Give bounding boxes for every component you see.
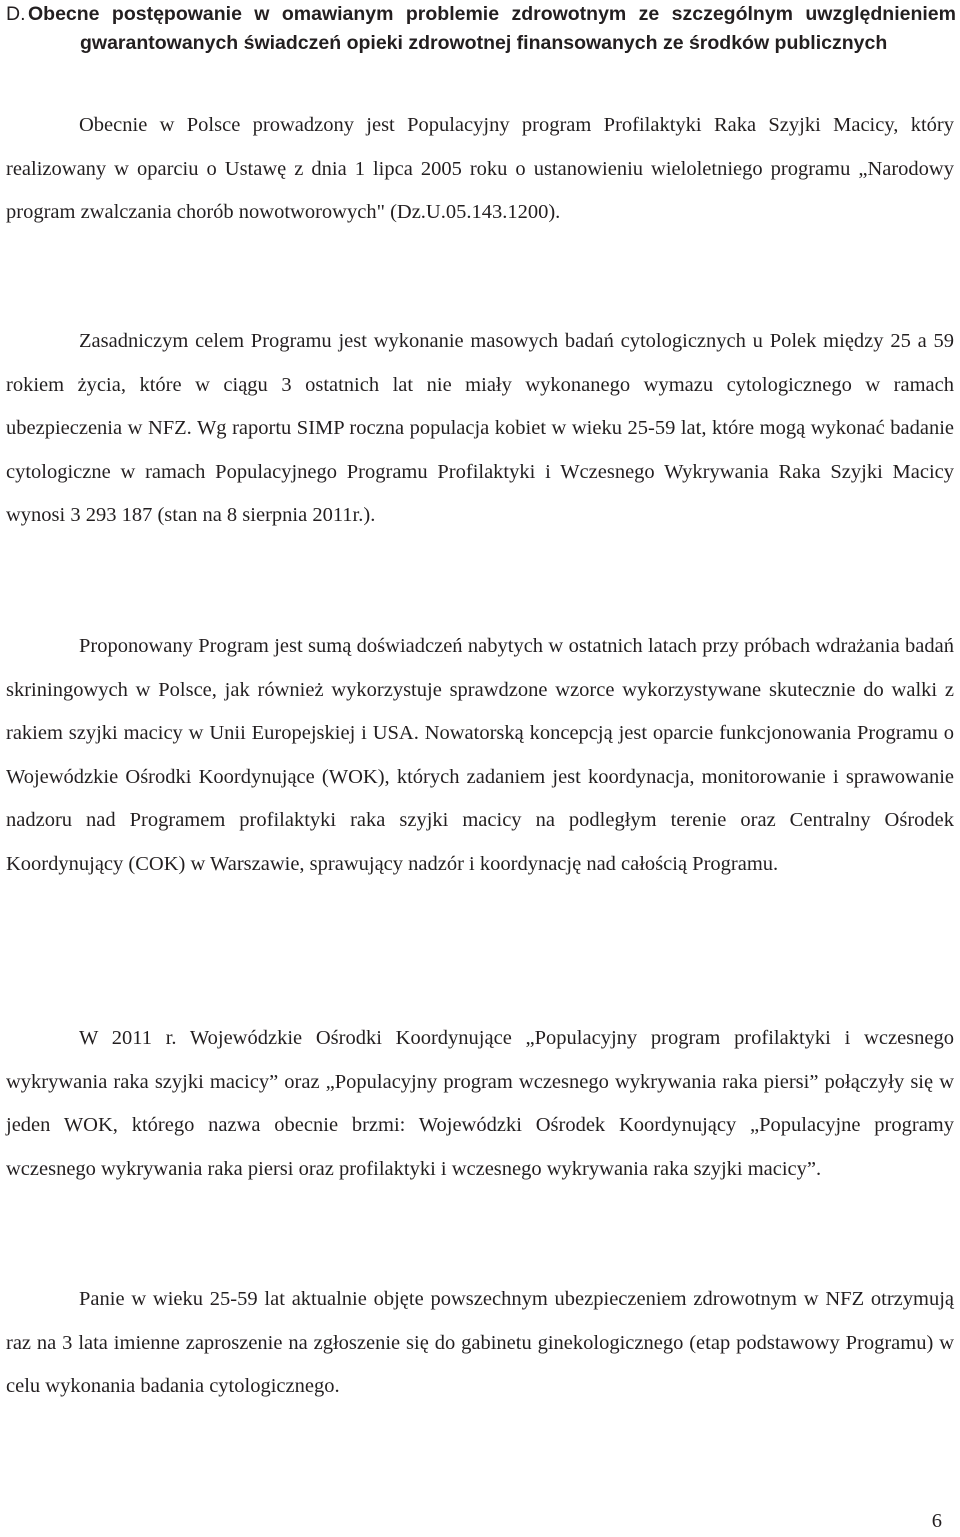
paragraph-wok-merger: W 2011 r. Wojewódzkie Ośrodki Koordynujące „Populacyjny program profilaktyki i wczesnego wykrywania raka szyjki macicy” oraz „Populacyjny program wczesnego wykrywania raka piersi” połączyły się w jeden WOK, którego nazwa obecnie brzmi: Wojewódzki Ośrodek Koordynujący „Populacyjne programy wczesnego wykrywania raka piersi oraz profilaktyki i wczesnego wykrywania raka szyjki macicy”. — [6, 1027, 954, 1180]
section-heading-text: Obecne postępowanie w omawianym problemie zdrowotnym ze szczególnym uwzględnieniem gwarantowanych świadczeń opieki zdrowotnej finansowanych ze środków publicznych — [28, 3, 956, 54]
paragraph-proposed-program: Proponowany Program jest sumą doświadczeń nabytych w ostatnich latach przy próbach wdrażania badań skriningowych w Polsce, jak również wykorzystuje sprawdzone wzorce wykorzystywane skutecznie do walki z rakiem szyjki macicy w Unii Europejskiej i USA. Nowatorską koncepcją jest oparcie funkcjonowania Programu o Wojewódzkie Ośrodki Koordynujące (WOK), których zadaniem jest koordynacja, monitorowanie i sprawowanie nadzoru nad Programem profilaktyki raka szyjki macicy na podległym terenie oraz Centralny Ośrodek Koordynujący (COK) w Warszawie, sprawujący nadzór i koordynację nad całością Programu. — [6, 635, 954, 875]
paragraph-invitations: Panie w wieku 25-59 lat aktualnie objęte powszechnym ubezpieczeniem zdrowotnym w NFZ otrzymują raz na 3 lata imienne zaproszenie na zgłoszenie się do gabinetu ginekologicznego (etap podstawowy Programu) w celu wykonania badania cytologicznego. — [6, 1288, 954, 1398]
paragraph-program-intro: Obecnie w Polsce prowadzony jest Populacyjny program Profilaktyki Raka Szyjki Macicy, który realizowany w oparciu o Ustawę z dnia 1 lipca 2005 roku o ustanowieniu wieloletniego programu „Narodowy program zwalczania chorób nowotworowych" (Dz.U.05.143.1200). — [6, 114, 954, 224]
section-letter: D. — [6, 3, 26, 25]
section-heading — [6, 0, 956, 58]
paragraph-program-goal: Zasadniczym celem Programu jest wykonanie masowych badań cytologicznych u Polek między 25 a 59 rokiem życia, które w ciągu 3 ostatnich lat nie miały wykonanego wymazu cytologicznego w ramach ubezpieczenia w NFZ. Wg raportu SIMP roczna populacja kobiet w wieku 25-59 lat, które mogą wykonać badanie cytologiczne w ramach Populacyjnego Programu Profilaktyki i Wczesnego Wykrywania Raka Szyjki Macicy wynosi 3 293 187 (stan na 8 sierpnia 2011r.). — [6, 330, 954, 527]
page-number: 6 — [931, 1510, 942, 1532]
